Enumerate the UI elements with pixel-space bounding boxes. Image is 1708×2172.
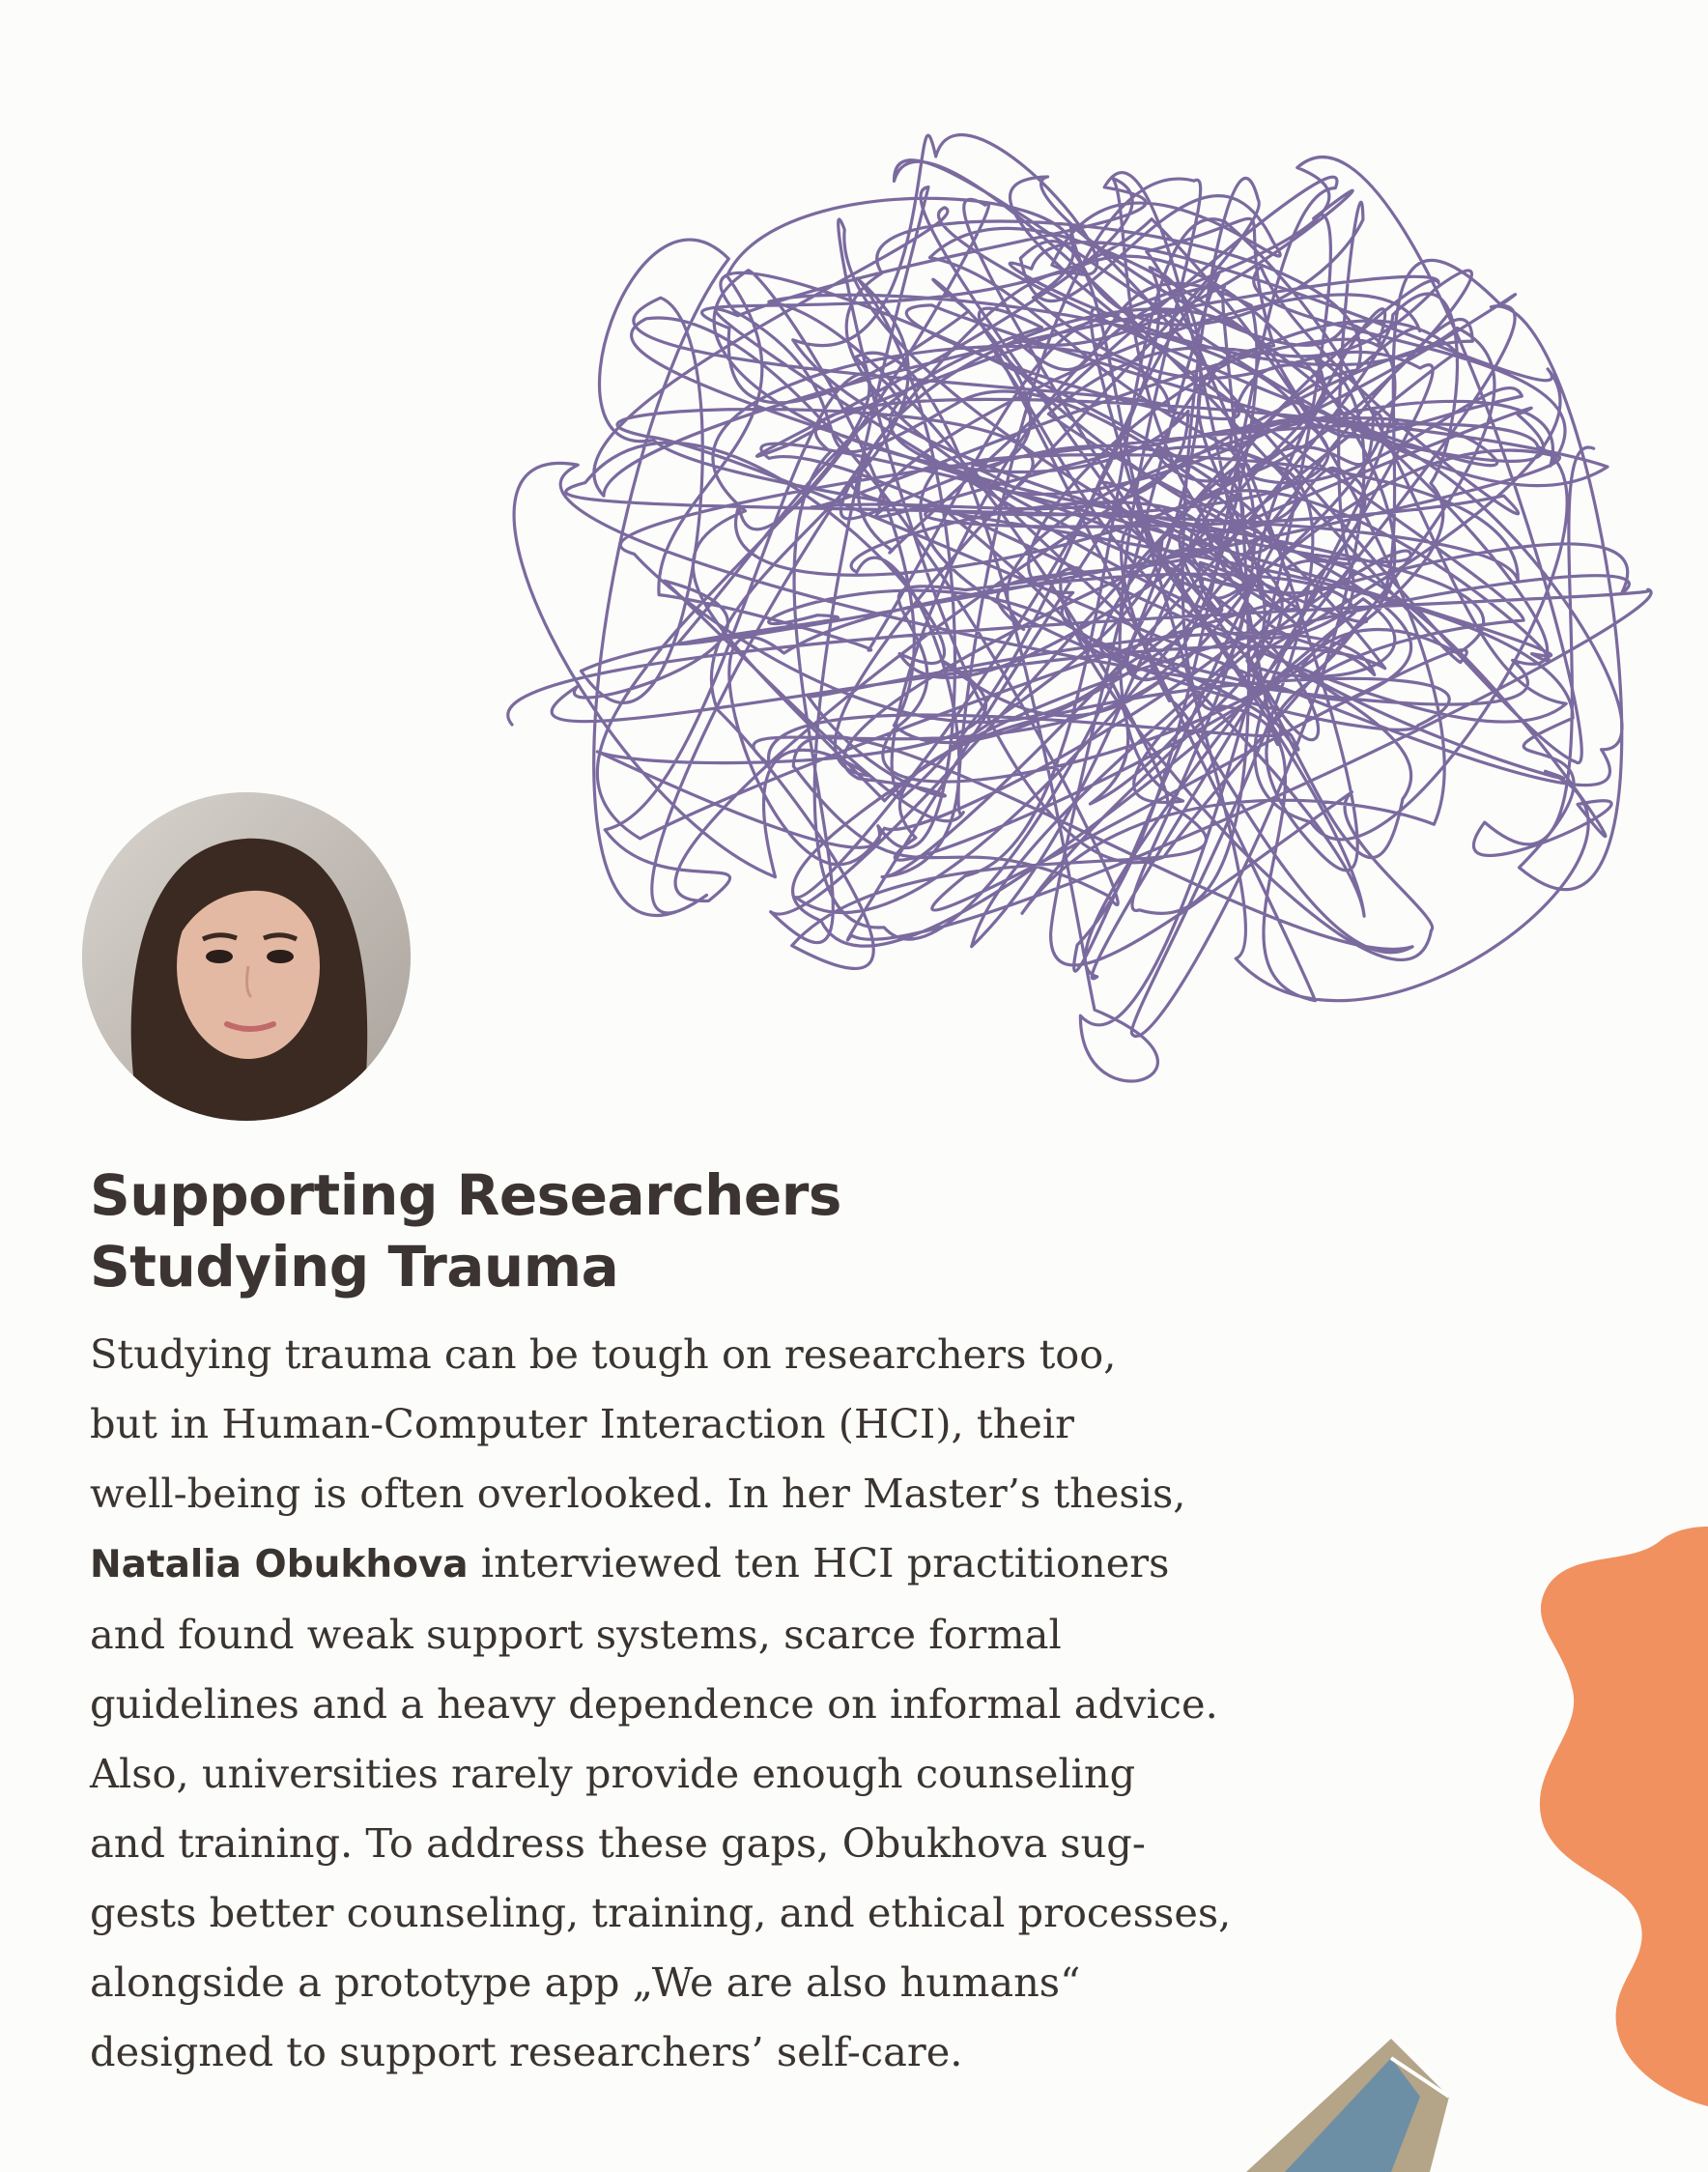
body-line: gests better counseling, training, and ethical processes, <box>90 1889 1232 1936</box>
article <box>90 1159 1442 2087</box>
article-title <box>90 1159 1442 1302</box>
avatar <box>82 792 411 1121</box>
orange-blob-icon <box>1505 1527 1708 2106</box>
body-line: and found weak support systems, scarce formal <box>90 1611 1062 1658</box>
body-line: alongside a prototype app „We are also humans“ <box>90 1958 1081 2006</box>
author-name: Natalia Obukhova <box>90 1543 469 1586</box>
scribble-illustration <box>396 48 1708 1130</box>
body-line <box>90 1529 1442 1600</box>
body-line-rest: interviewed ten HCI practitioners <box>468 1539 1170 1586</box>
body-line: but in Human-Computer Interaction (HCI), their <box>90 1400 1074 1447</box>
scribble-stroke <box>508 135 1651 1081</box>
title-line-2: Studying Trauma <box>90 1234 619 1300</box>
body-line: well-being is often overlooked. In her Master’s thesis, <box>90 1470 1186 1517</box>
body-line: Studying trauma can be tough on researchers too, <box>90 1330 1117 1378</box>
body-line: designed to support researchers’ self-care. <box>90 2028 963 2075</box>
article-body <box>90 1320 1442 2087</box>
body-line: Also, universities rarely provide enough counseling <box>90 1750 1136 1797</box>
title-line-1: Supporting Researchers <box>90 1162 841 1228</box>
body-line: guidelines and a heavy dependence on informal advice. <box>90 1680 1218 1728</box>
author-portrait-icon <box>82 792 411 1121</box>
body-line: and training. To address these gaps, Obukhova sug- <box>90 1819 1146 1867</box>
